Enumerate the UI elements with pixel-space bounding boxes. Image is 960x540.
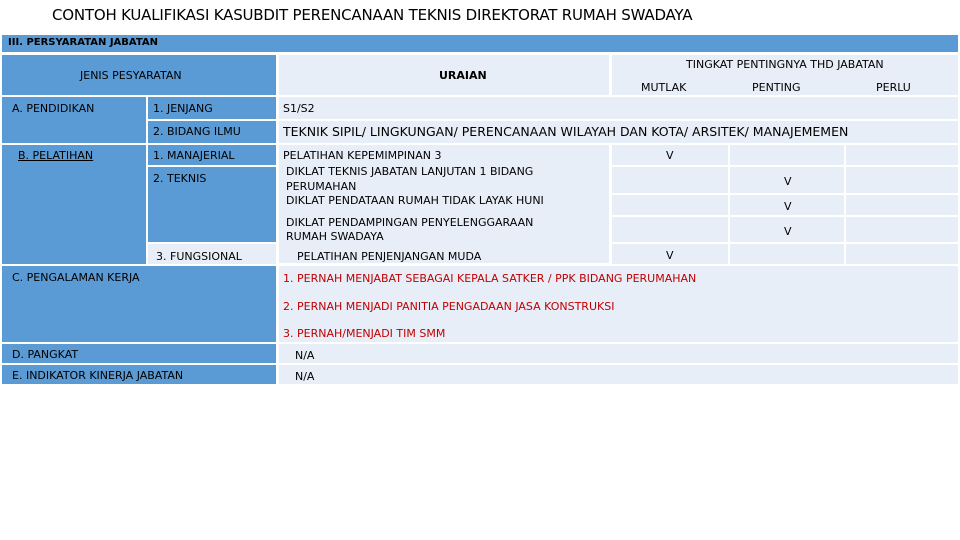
fungsional-label: 3. FUNGSIONAL bbox=[156, 250, 242, 263]
grid-fungsional-perlu bbox=[846, 244, 958, 264]
teknis-3a: DIKLAT PENDAMPINGAN PENYELENGGARAAN bbox=[286, 216, 534, 229]
indikator-label: E. INDIKATOR KINERJA JABATAN bbox=[12, 369, 184, 382]
header-uraian: URAIAN bbox=[439, 69, 487, 82]
jenjang-value: S1/S2 bbox=[283, 102, 315, 115]
grid-teknis3-perlu bbox=[846, 217, 958, 242]
grid-teknis2-mutlak bbox=[612, 195, 728, 215]
pangkat-value: N/A bbox=[295, 349, 315, 362]
page-title: CONTOH KUALIFIKASI KASUBDIT PERENCANAAN TEKNIS DIREKTORAT RUMAH SWADAYA bbox=[52, 6, 693, 24]
header-jenis: JENIS PESYARATAN bbox=[80, 69, 182, 82]
pengalaman-label: C. PENGALAMAN KERJA bbox=[12, 271, 140, 284]
pengalaman-3: 3. PERNAH/MENJADI TIM SMM bbox=[283, 327, 446, 340]
mark-manajerial-mutlak: V bbox=[666, 149, 674, 162]
grid-teknis1-perlu bbox=[846, 167, 958, 193]
mark-teknis1-penting: V bbox=[784, 175, 792, 188]
pangkat-label: D. PANGKAT bbox=[12, 348, 79, 361]
manajerial-label: 1. MANAJERIAL bbox=[153, 149, 235, 162]
mark-teknis3-penting: V bbox=[784, 225, 792, 238]
jenjang-row bbox=[279, 97, 958, 119]
pendidikan-label: A. PENDIDIKAN bbox=[12, 102, 95, 115]
indikator-value: N/A bbox=[295, 370, 315, 383]
pengalaman-2: 2. PERNAH MENJADI PANITIA PENGADAAN JASA KONSTRUKSI bbox=[283, 300, 615, 313]
jenjang-label: 1. JENJANG bbox=[153, 102, 213, 115]
grid-manajerial-penting bbox=[730, 145, 844, 165]
grid-manajerial-perlu bbox=[846, 145, 958, 165]
grid-fungsional-penting bbox=[730, 244, 844, 264]
header-mutlak: MUTLAK bbox=[641, 81, 687, 94]
header-perlu: PERLU bbox=[876, 81, 911, 94]
teknis-1a: DIKLAT TEKNIS JABATAN LANJUTAN 1 BIDANG bbox=[286, 165, 534, 178]
teknis-label: 2. TEKNIS bbox=[153, 172, 207, 185]
indikator-row bbox=[279, 365, 958, 384]
teknis-2: DIKLAT PENDATAAN RUMAH TIDAK LAYAK HUNI bbox=[286, 194, 544, 207]
header-tingkat: TINGKAT PENTINGNYA THD JABATAN bbox=[686, 58, 884, 71]
teknis-1b: PERUMAHAN bbox=[286, 180, 357, 193]
grid-teknis1-mutlak bbox=[612, 167, 728, 193]
manajerial-value: PELATIHAN KEPEMIMPINAN 3 bbox=[283, 149, 442, 162]
section-label: III. PERSYARATAN JABATAN bbox=[8, 37, 159, 48]
grid-teknis3-mutlak bbox=[612, 217, 728, 242]
pelatihan-label: B. PELATIHAN bbox=[18, 149, 94, 162]
pelatihan-cell bbox=[2, 145, 146, 264]
mark-fungsional-mutlak: V bbox=[666, 249, 674, 262]
bidang-label: 2. BIDANG ILMU bbox=[153, 125, 241, 138]
grid-teknis2-perlu bbox=[846, 195, 958, 215]
bidang-value: TEKNIK SIPIL/ LINGKUNGAN/ PERENCANAAN WILAYAH DAN KOTA/ ARSITEK/ MANAJEMEMEN bbox=[283, 124, 849, 139]
fungsional-value: PELATIHAN PENJENJANGAN MUDA bbox=[297, 250, 482, 263]
pengalaman-1: 1. PERNAH MENJABAT SEBAGAI KEPALA SATKER / PPK BIDANG PERUMAHAN bbox=[283, 272, 697, 285]
pangkat-row bbox=[279, 344, 958, 363]
mark-teknis2-penting: V bbox=[784, 200, 792, 213]
teknis-3b: RUMAH SWADAYA bbox=[286, 230, 384, 243]
header-penting: PENTING bbox=[752, 81, 801, 94]
